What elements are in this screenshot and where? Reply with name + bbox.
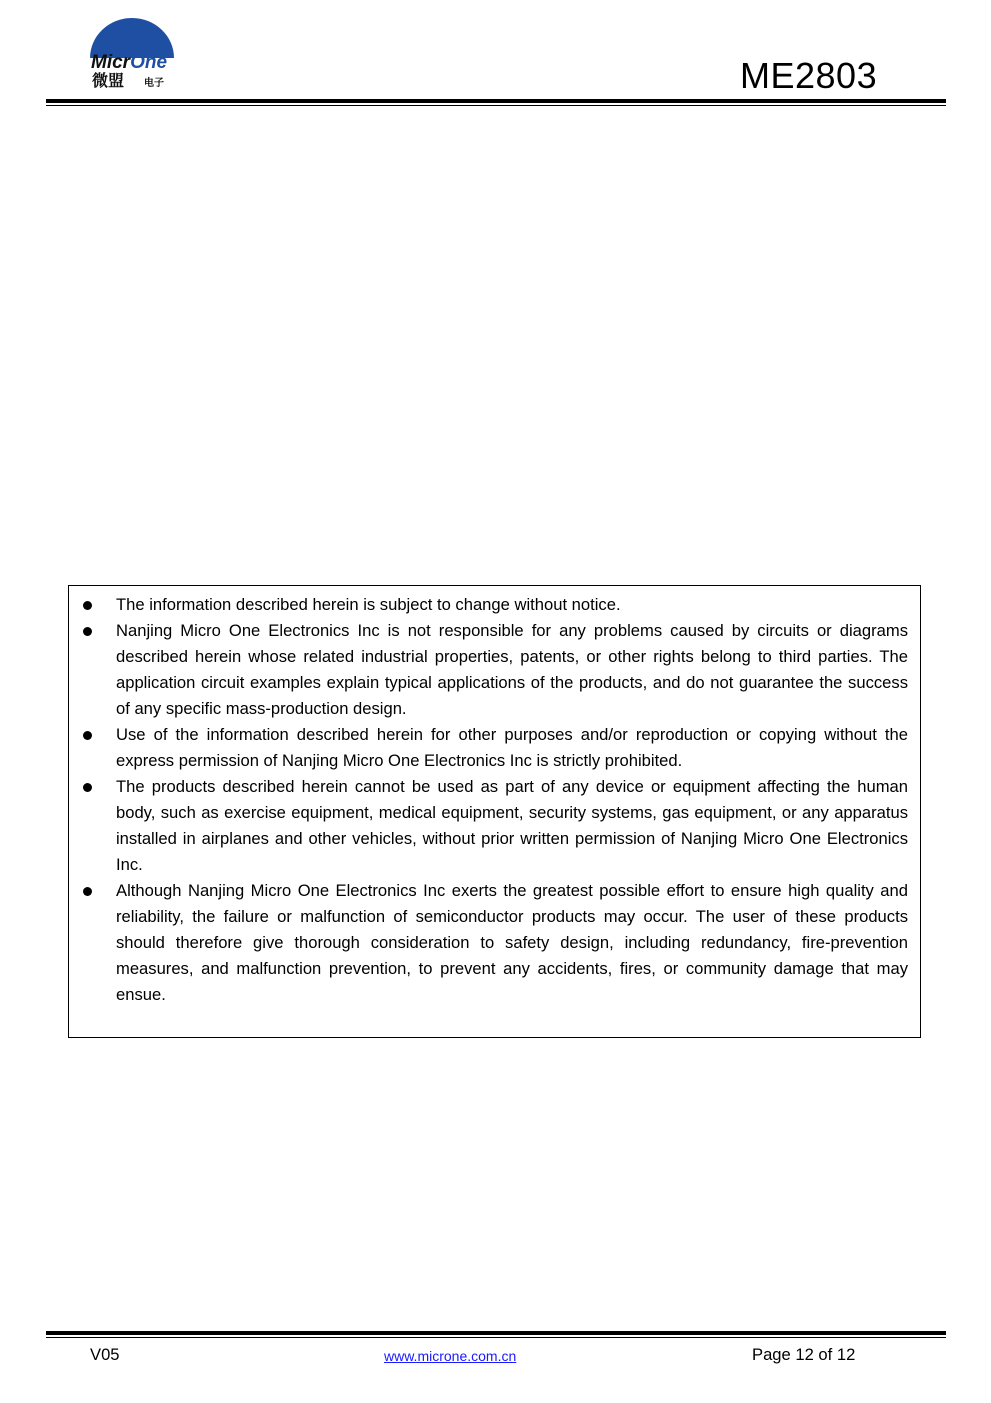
disclaimer-text: The products described herein cannot be used as part of any device or equipment affecting the human body, such as exercise equipment, medical equipment, security systems, gas equipment, or any apparatus installed in airplanes and other vehicles, without prior written permission of Nanjing Micro One Electronics Inc. <box>116 777 908 874</box>
disclaimer-item <box>69 774 920 878</box>
disclaimer-list <box>69 592 920 1008</box>
bullet-icon <box>83 783 92 792</box>
bullet-icon <box>83 627 92 636</box>
disclaimer-text: Nanjing Micro One Electronics Inc is not responsible for any problems caused by circuits or diagrams described herein whose related industrial properties, patents, or other rights belong to third parties. The application circuit examples explain typical applications of the products, and do not guarantee the success of any specific mass-production design. <box>116 621 908 718</box>
bullet-icon <box>83 887 92 896</box>
footer-website-link[interactable]: www.microne.com.cn <box>384 1348 517 1364</box>
header-rule <box>46 99 946 106</box>
company-logo <box>88 12 180 92</box>
disclaimer-item <box>69 592 920 618</box>
disclaimer-item <box>69 878 920 1008</box>
footer-page-number: Page 12 of 12 <box>752 1345 856 1364</box>
svg-text:电子: 电子 <box>144 78 164 89</box>
document-title: ME2803 <box>740 55 878 96</box>
disclaimer-text: Although Nanjing Micro One Electronics Inc exerts the greatest possible effort to ensure high quality and reliability, the failure or malfunction of semiconductor products may occur. The user of these products should therefore give thorough consideration to safety design, including redundancy, fire-prevention measures, and malfunction prevention, to prevent any accidents, fires, or community damage that may ensue. <box>116 881 908 1004</box>
disclaimer-text: The information described herein is subject to change without notice. <box>116 595 621 614</box>
disclaimer-text: Use of the information described herein for other purposes and/or reproduction or copying without the express permission of Nanjing Micro One Electronics Inc is strictly prohibited. <box>116 725 908 770</box>
bullet-icon <box>83 601 92 610</box>
bullet-icon <box>83 731 92 740</box>
footer-rule <box>46 1331 946 1338</box>
footer-version: V05 <box>90 1345 120 1364</box>
svg-text:MicrOne: MicrOne <box>91 52 168 73</box>
disclaimer-box <box>68 585 921 1038</box>
svg-text:微盟: 微盟 <box>92 71 125 90</box>
disclaimer-item <box>69 722 920 774</box>
disclaimer-item <box>69 618 920 722</box>
